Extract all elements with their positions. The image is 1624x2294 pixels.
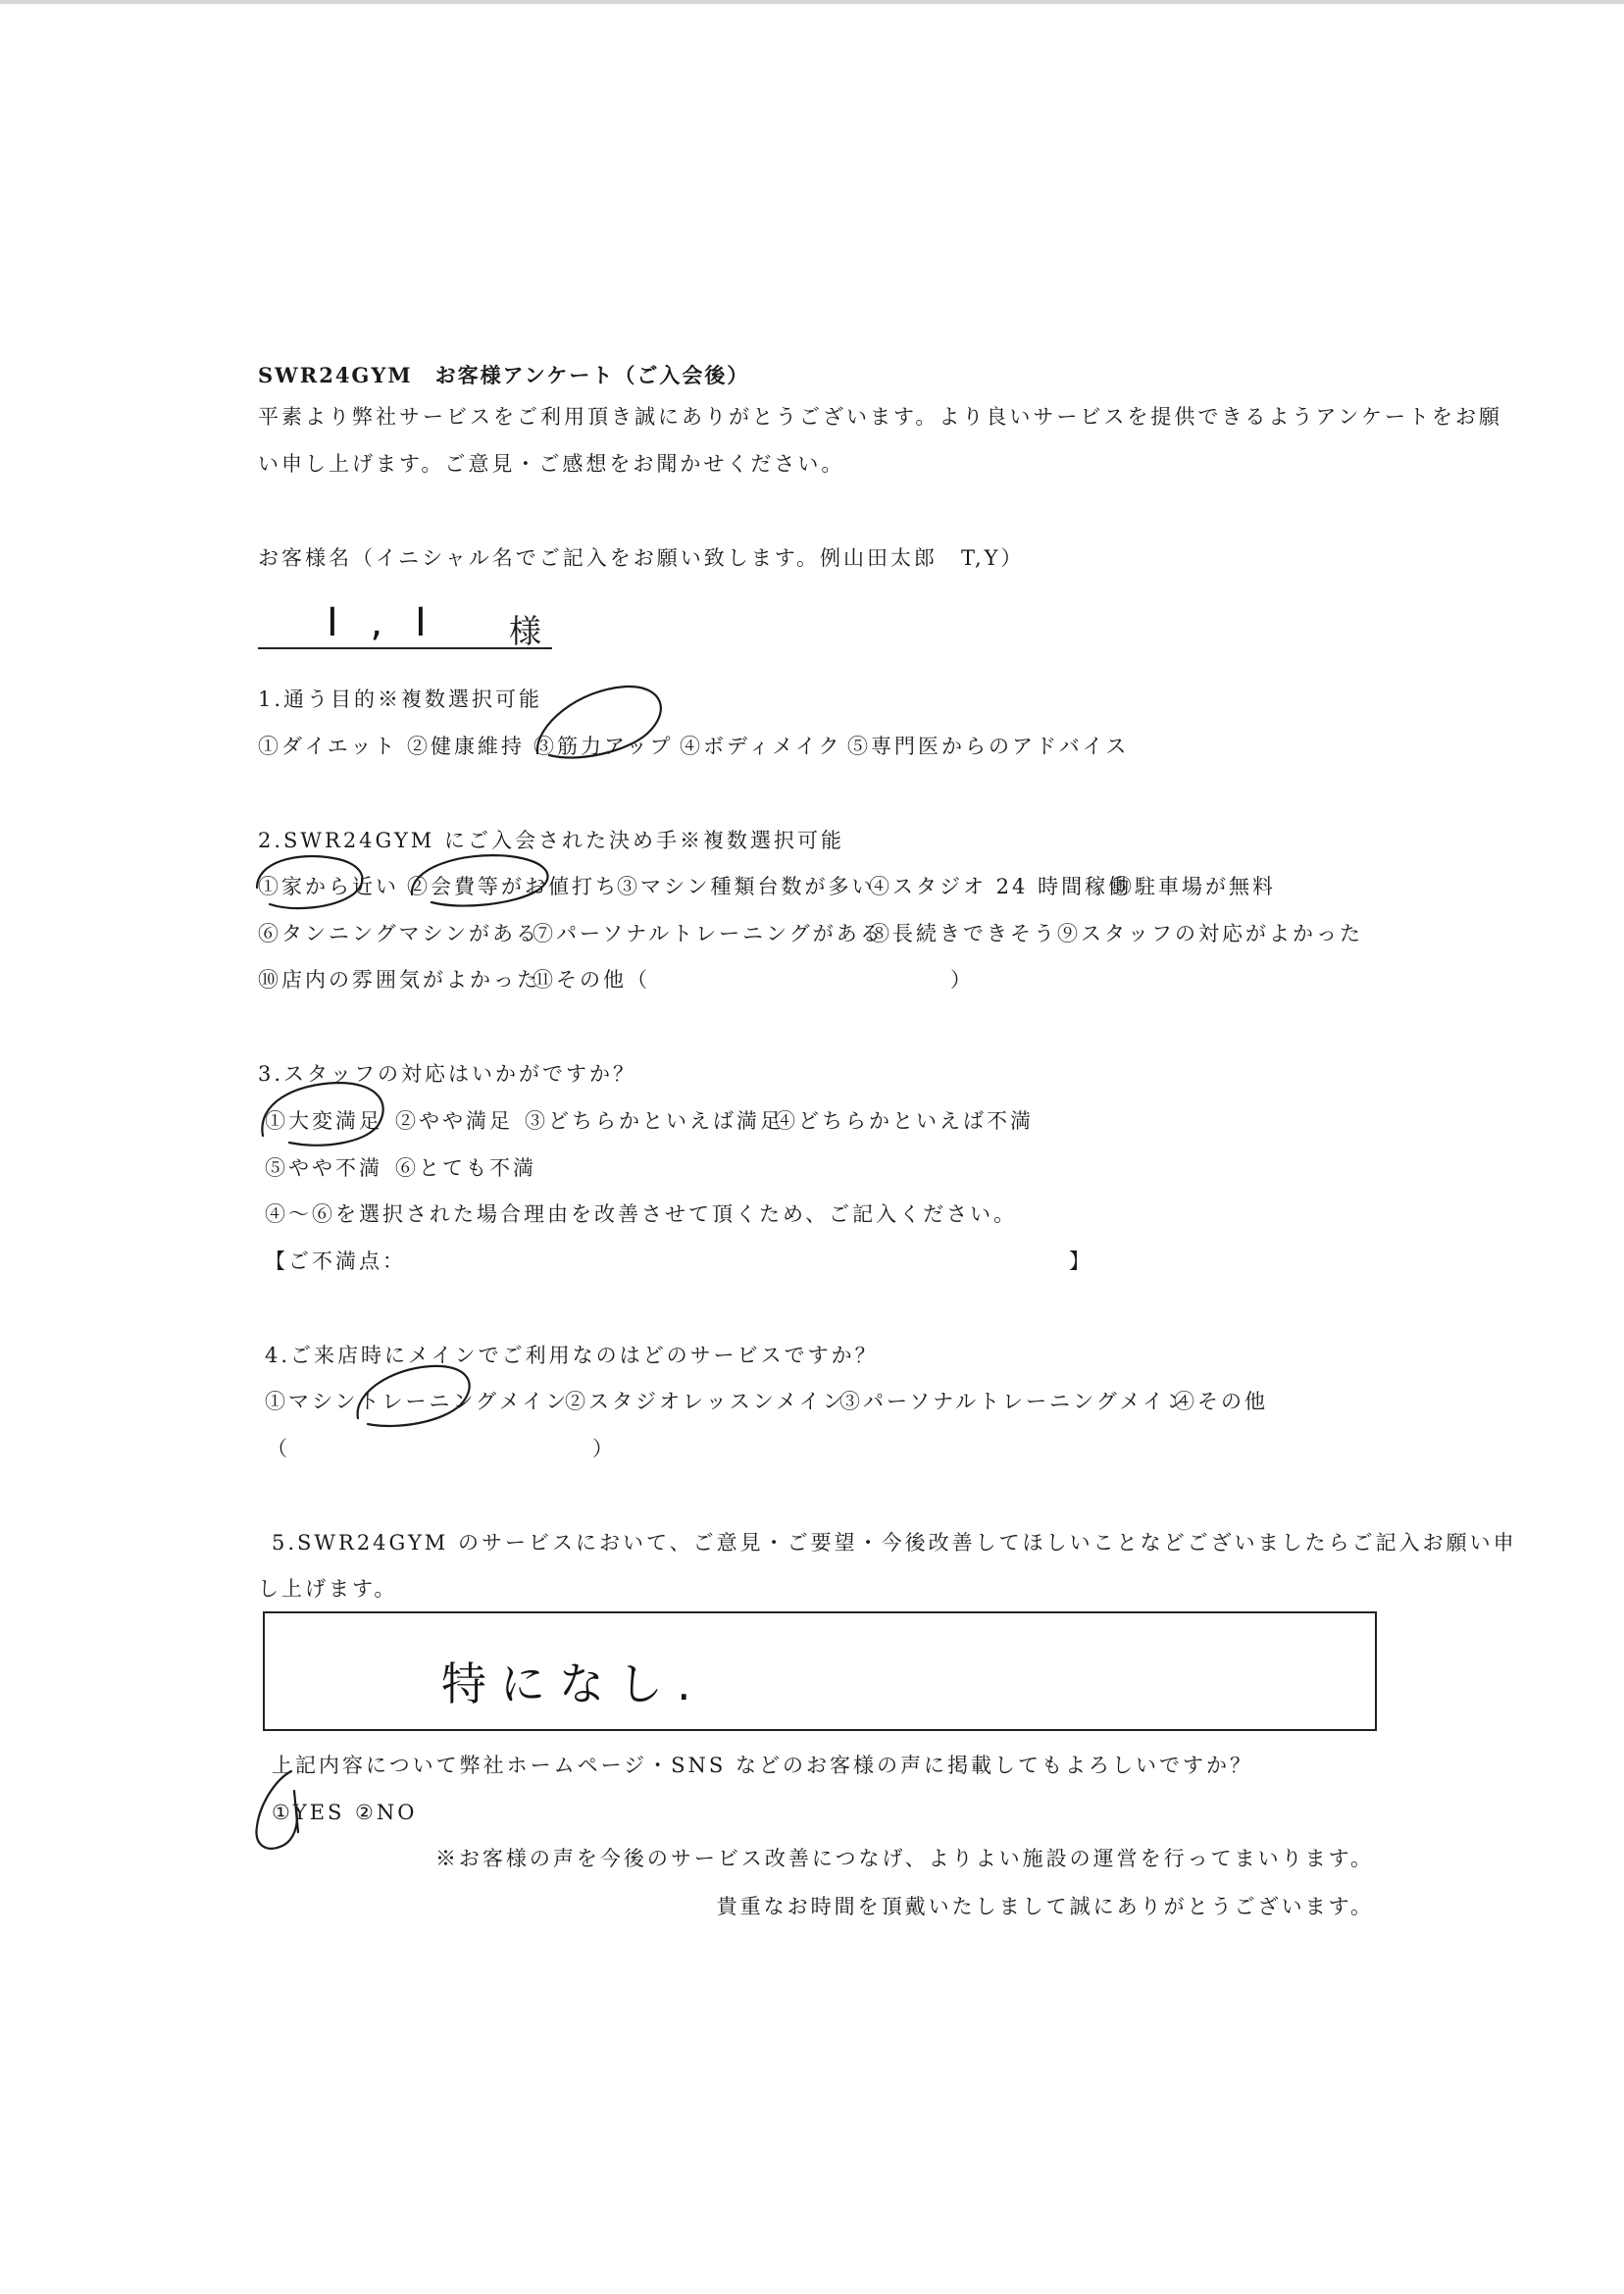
q3-complaint-label: 【ご不満点： [265, 1249, 406, 1273]
q3-complaint-close: 】 [1069, 1249, 1092, 1273]
q2-option-2[interactable]: ②会費等がお値打ち [407, 875, 619, 898]
q4-option-2[interactable]: ②スタジオレッスンメイン [565, 1390, 846, 1413]
q5-question-line-2: し上げます。 [258, 1577, 398, 1601]
q2-option-5[interactable]: ⑤駐車場が無料 [1111, 875, 1276, 898]
q2-option-7[interactable]: ⑦パーソナルトレーニングがある [533, 922, 884, 945]
q1-option-3[interactable]: ③筋力アップ [533, 735, 674, 758]
q3-option-6[interactable]: ⑥とても不満 [395, 1156, 536, 1180]
q2-option-8[interactable]: ⑧長続きできそう [869, 922, 1057, 945]
survey-title: SWR24GYM お客様アンケート（ご入会後） [258, 363, 750, 387]
q4-option-3[interactable]: ③パーソナルトレーニングメイン [839, 1390, 1191, 1413]
q2-other-close: ） [950, 968, 974, 992]
q4-other-close: ） [592, 1437, 616, 1460]
q1-question: 1.通う目的※複数選択可能 [258, 688, 543, 711]
q6-option-no[interactable]: ②NO [355, 1801, 418, 1824]
q6-question: 上記内容について弊社ホームページ・SNS などのお客様の声に掲載してもよろしいですか？ [272, 1754, 1253, 1777]
q3-question: 3.スタッフの対応はいかがですか？ [258, 1062, 637, 1086]
q4-other-field[interactable] [294, 1432, 588, 1461]
q2-option-11[interactable]: ⑪その他（ [533, 968, 650, 992]
q2-option-10[interactable]: ⑩店内の雰囲気がよかった [258, 968, 540, 992]
footer-line-2: 貴重なお時間を頂戴いたしまして誠にありがとうございます。 [716, 1895, 1374, 1918]
q2-option-3[interactable]: ③マシン種類台数が多い [617, 875, 876, 898]
q1-option-5[interactable]: ⑤専門医からのアドバイス [847, 735, 1130, 758]
q3-option-3[interactable]: ③どちらかといえば満足 [525, 1109, 784, 1133]
q4-other-open: （ [267, 1437, 290, 1460]
q2-option-9[interactable]: ⑨スタッフの対応がよかった [1057, 922, 1363, 945]
name-field[interactable] [258, 600, 552, 649]
q4-option-4[interactable]: ④その他 [1174, 1390, 1268, 1413]
q2-option-6[interactable]: ⑥タンニングマシンがある [258, 922, 540, 945]
q2-option-4[interactable]: ④スタジオ 24 時間稼働 [869, 875, 1133, 898]
q2-option-1[interactable]: ①家から近い [258, 875, 399, 898]
q3-option-4[interactable]: ④どちらかといえば不満 [775, 1109, 1034, 1133]
scan-top-border [0, 0, 1624, 4]
footer-line-1: ※お客様の声を今後のサービス改善につなげ、よりよい施設の運営を行ってまいります。 [434, 1847, 1374, 1870]
name-handwritten: I , I [327, 600, 436, 645]
intro-line-1: 平素より弊社サービスをご利用頂き誠にありがとうございます。より良いサービスを提供できるようアンケートをお願 [258, 405, 1503, 429]
intro-line-2: い申し上げます。ご意見・ご感想をお聞かせください。 [258, 452, 845, 476]
name-suffix: 様 [509, 612, 541, 650]
q2-question: 2.SWR24GYM にご入会された決め手※複数選択可能 [258, 829, 844, 852]
q3-option-1[interactable]: ①大変満足 [265, 1109, 382, 1133]
q1-option-4[interactable]: ④ボディメイク [680, 735, 842, 758]
q3-option-2[interactable]: ②やや満足 [395, 1109, 513, 1133]
name-label: お客様名（イニシャル名でご記入をお願い致します。例山田太郎 T,Y） [258, 546, 1025, 570]
q5-question-line-1: 5.SWR24GYM のサービスにおいて、ご意見・ご要望・今後改善してほしいことなどございましたらご記入お願い申 [272, 1531, 1517, 1555]
q4-option-1[interactable]: ①マシントレーニングメイン [265, 1390, 570, 1413]
q3-option-5[interactable]: ⑤やや不満 [265, 1156, 382, 1180]
q3-note: ④～⑥を選択された場合理由を改善させて頂くため、ご記入ください。 [265, 1202, 1018, 1226]
q3-complaint-field[interactable] [424, 1246, 1061, 1275]
q1-option-1[interactable]: ①ダイエット [258, 735, 398, 758]
q1-option-2[interactable]: ②健康維持 [407, 735, 525, 758]
q5-handwritten-answer: 特になし. [441, 1657, 705, 1710]
q6-option-yes[interactable]: ①YES [272, 1801, 345, 1824]
q5-comment-box[interactable] [263, 1611, 1377, 1731]
q4-question: 4.ご来店時にメインでご利用なのはどのサービスですか？ [265, 1344, 879, 1367]
